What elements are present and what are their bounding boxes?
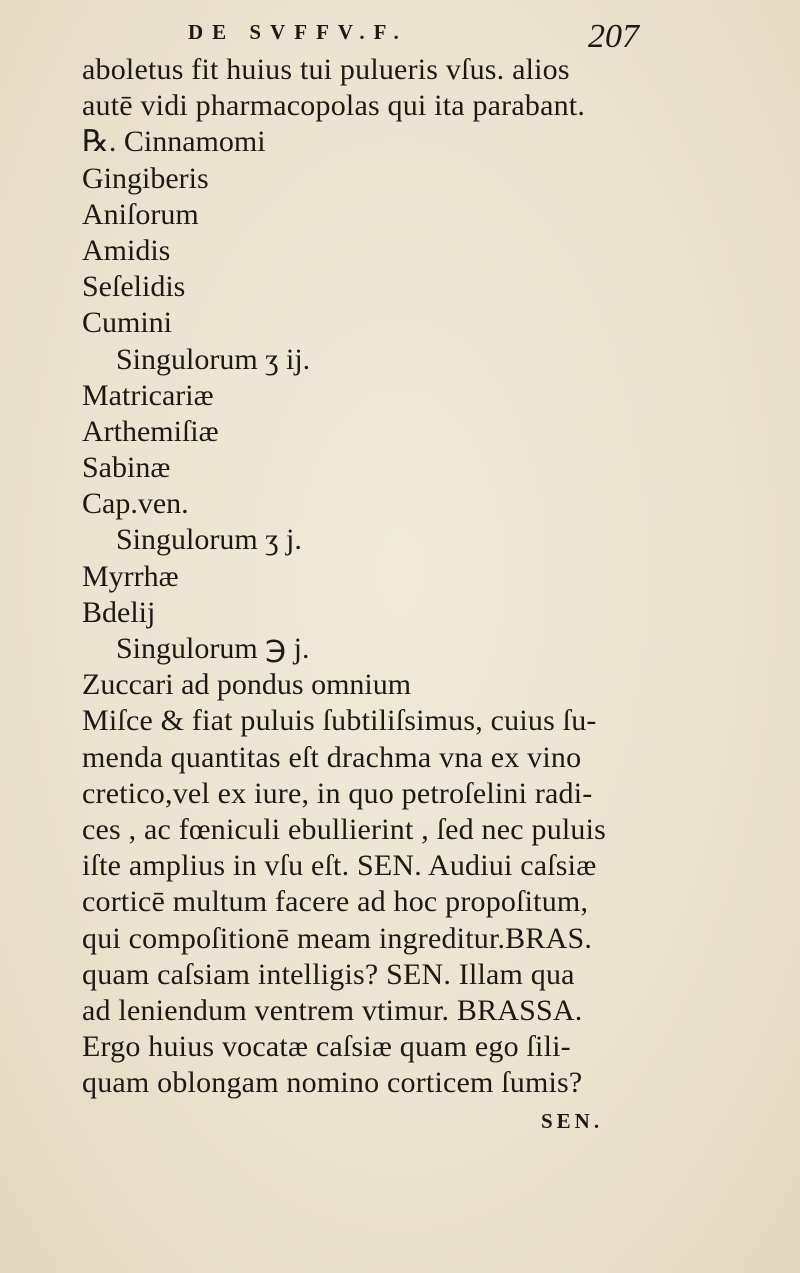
ingredient-line: Amidis — [82, 233, 171, 267]
catchword: SEN. — [541, 1109, 604, 1134]
running-title: DE SVFFV.F. — [188, 20, 408, 44]
text-line: autē vidi pharmacopolas qui ita parabant. — [82, 89, 586, 123]
ingredient-line: Myrrhæ — [82, 559, 179, 593]
text-line: qui compoſitionē meam ingreditur.BRAS. — [82, 921, 593, 955]
ingredient-line: Zuccari ad pondus omnium — [82, 668, 412, 702]
ingredient-line: Matricariæ — [82, 378, 214, 412]
text-line: Ergo huius vocatæ caſsiæ quam ego ſili- — [82, 1030, 571, 1064]
text-line: menda quantitas eſt drachma vna ex vino — [82, 740, 582, 774]
text-line: corticē multum facere ad hoc propoſitum, — [82, 885, 589, 919]
text-line: cretico,vel ex iure, in quo petroſelini radi- — [82, 776, 593, 810]
recipe-line: ℞. Cinnamomi — [82, 125, 266, 159]
text-line: ces , ac fœniculi ebullierint , ſed nec puluis — [82, 812, 607, 846]
body-text — [82, 52, 682, 1141]
ingredient-line: Seſelidis — [82, 270, 186, 304]
text-line: ad leniendum ventrem vtimur. BRASSA. — [82, 993, 583, 1027]
dosage-line: Singulorum ʒ ij. — [116, 342, 311, 376]
text-line: quam oblongam nomino corticem ſumis? — [82, 1066, 583, 1100]
page-number: 207 — [588, 18, 639, 55]
text-line: iſte amplius in vſu eſt. SEN. Audiui caſsiæ — [82, 849, 597, 883]
ingredient-line: Bdelij — [82, 595, 156, 629]
ingredient-line: Sabinæ — [82, 451, 171, 485]
text-line: quam caſsiam intelligis? SEN. Illam qua — [82, 957, 575, 991]
ingredient-line: Cap.ven. — [82, 487, 189, 521]
dosage-line: Singulorum ʒ j. — [116, 523, 302, 557]
text-line: Miſce & fiat puluis ſubtiliſsimus, cuius ſu- — [82, 704, 597, 738]
text-line: aboletus fit huius tui pulueris vſus. alios — [82, 53, 570, 86]
ingredient-line: Cumini — [82, 306, 173, 340]
ingredient-line: Arthemiſiæ — [82, 414, 219, 448]
ingredient-line: Gingiberis — [82, 161, 209, 195]
ingredient-line: Aniſorum — [82, 197, 199, 231]
dosage-line: Singulorum ℈ j. — [116, 632, 310, 665]
